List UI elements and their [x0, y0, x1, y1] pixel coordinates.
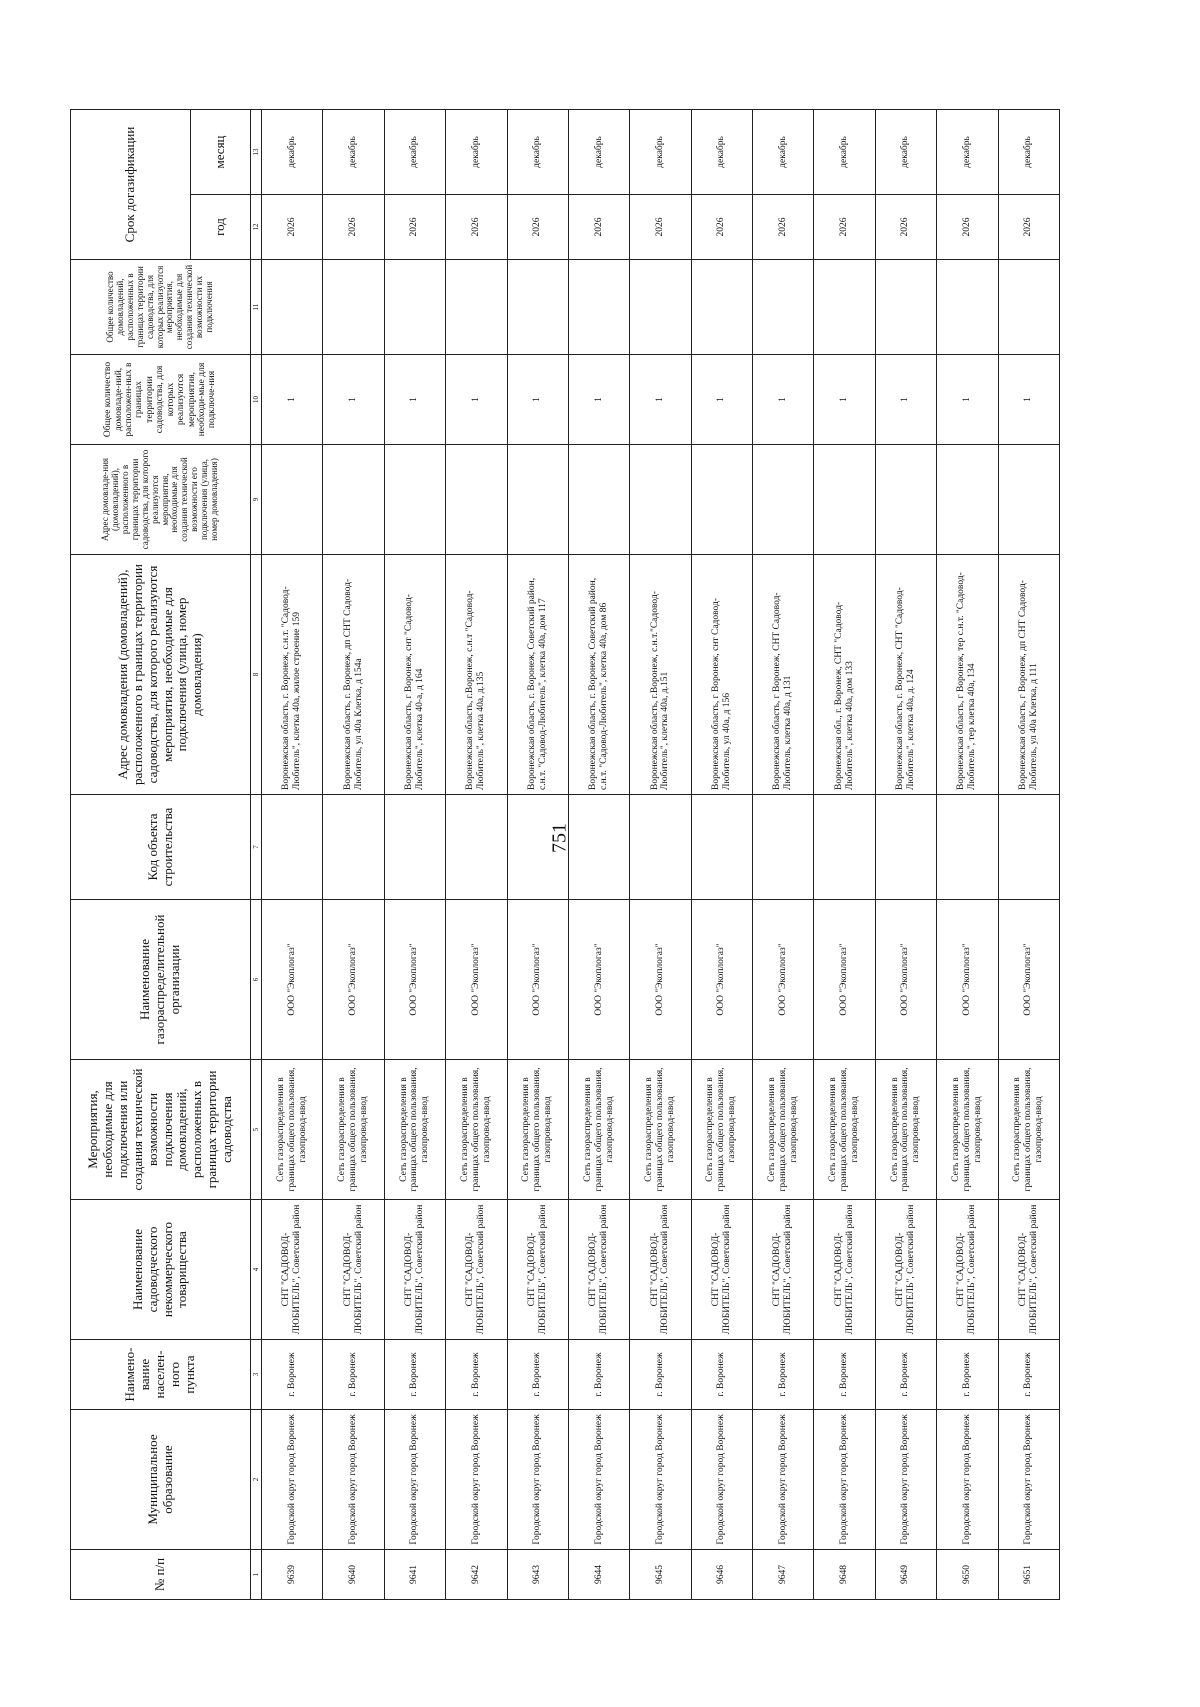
cell-gdo: ООО "Экоплогаз": [568, 900, 629, 1060]
cell-snt: СНТ "САДОВОД-ЛЮБИТЕЛЬ", Советский район: [446, 1200, 507, 1340]
cell-municipality: Городской округ город Воронеж: [323, 1410, 384, 1550]
cell-measures: Сеть газораспределения в границах общего пользования, газопровод-ввод: [507, 1060, 568, 1200]
cell-total-connect: 1: [814, 355, 875, 445]
cell-month: декабрь: [507, 110, 568, 195]
cell-municipality: Городской округ город Воронеж: [753, 1410, 814, 1550]
cell-num: 9649: [875, 1550, 936, 1600]
cell-month: декабрь: [875, 110, 936, 195]
cell-month: декабрь: [446, 110, 507, 195]
header-measures: Мероприятия, необходимые для подключения или создания технической возможности подключения домовладений, расположенных в границах территории садоводства: [71, 1060, 251, 1200]
cell-month: декабрь: [814, 110, 875, 195]
header-locality: Наимено-вание населен-ного пункта: [71, 1340, 251, 1410]
cell-snt: СНТ "САДОВОД-ЛЮБИТЕЛЬ", Советский район: [384, 1200, 445, 1340]
table-row: [323, 110, 384, 1600]
cell-total-tech: [446, 260, 507, 355]
table-row: [875, 110, 936, 1600]
cell-code: [568, 795, 629, 900]
cell-total-connect: 1: [507, 355, 568, 445]
cell-total-connect: 1: [630, 355, 691, 445]
cell-measures: Сеть газораспределения в границах общего пользования, газопровод-ввод: [691, 1060, 752, 1200]
column-number-row: [251, 110, 262, 1600]
cell-snt: СНТ "САДОВОД-ЛЮБИТЕЛЬ", Советский район: [323, 1200, 384, 1340]
cell-month: декабрь: [753, 110, 814, 195]
header-address: Адрес домовладения (домовладений), расположенного в границах территории садоводства, для которого реализуются мероприятия, необходимые для подключения (улица, номер домовладения): [71, 555, 251, 795]
cell-gdo: ООО "Экоплогаз": [507, 900, 568, 1060]
cell-year: 2026: [507, 195, 568, 260]
table-row: [937, 110, 998, 1600]
cell-month: декабрь: [568, 110, 629, 195]
header-object-code: Код объекта строительства: [71, 795, 251, 900]
cell-snt: СНТ "САДОВОД-ЛЮБИТЕЛЬ", Советский район: [814, 1200, 875, 1340]
cell-year: 2026: [323, 195, 384, 260]
column-number: 7: [251, 795, 262, 900]
cell-locality: г. Воронеж: [814, 1340, 875, 1410]
cell-snt: СНТ "САДОВОД-ЛЮБИТЕЛЬ", Советский район: [937, 1200, 998, 1340]
cell-locality: г. Воронеж: [937, 1340, 998, 1410]
cell-total-tech: [568, 260, 629, 355]
cell-snt: СНТ "САДОВОД-ЛЮБИТЕЛЬ", Советский район: [998, 1200, 1060, 1340]
header-deadline: Срок догазификации: [71, 110, 191, 260]
cell-address: Воронежская область, г Воронеж, дп СНТ Садовод-Любитель, ул 40а Клетка, д 111: [998, 555, 1060, 795]
cell-locality: г. Воронеж: [753, 1340, 814, 1410]
cell-num: 9643: [507, 1550, 568, 1600]
cell-locality: г. Воронеж: [323, 1340, 384, 1410]
cell-address-tech: [630, 445, 691, 555]
table-row: [507, 110, 568, 1600]
cell-municipality: Городской округ город Воронеж: [384, 1410, 445, 1550]
cell-measures: Сеть газораспределения в границах общего пользования, газопровод-ввод: [446, 1060, 507, 1200]
cell-month: декабрь: [384, 110, 445, 195]
cell-address-tech: [814, 445, 875, 555]
cell-num: 9648: [814, 1550, 875, 1600]
cell-locality: г. Воронеж: [262, 1340, 323, 1410]
column-number: 10: [251, 355, 262, 445]
cell-gdo: ООО "Экоплогаз": [937, 900, 998, 1060]
table-row: [691, 110, 752, 1600]
cell-measures: Сеть газораспределения в границах общего пользования, газопровод-ввод: [814, 1060, 875, 1200]
cell-municipality: Городской округ город Воронеж: [568, 1410, 629, 1550]
cell-address-tech: [937, 445, 998, 555]
cell-gdo: ООО "Экоплогаз": [998, 900, 1060, 1060]
cell-code: [814, 795, 875, 900]
cell-year: 2026: [630, 195, 691, 260]
cell-month: декабрь: [323, 110, 384, 195]
cell-month: декабрь: [691, 110, 752, 195]
table-row: [446, 110, 507, 1600]
cell-code: [507, 795, 568, 900]
cell-num: 9639: [262, 1550, 323, 1600]
cell-municipality: Городской округ город Воронеж: [262, 1410, 323, 1550]
cell-municipality: Городской округ город Воронеж: [630, 1410, 691, 1550]
cell-total-connect: 1: [323, 355, 384, 445]
cell-num: 9650: [937, 1550, 998, 1600]
cell-total-tech: [507, 260, 568, 355]
cell-year: 2026: [998, 195, 1060, 260]
header-municipality: Муниципальное образование: [71, 1410, 251, 1550]
cell-gdo: ООО "Экоплогаз": [875, 900, 936, 1060]
cell-total-connect: 1: [937, 355, 998, 445]
cell-snt: СНТ "САДОВОД-ЛЮБИТЕЛЬ", Советский район: [507, 1200, 568, 1340]
cell-municipality: Городской округ город Воронеж: [814, 1410, 875, 1550]
cell-snt: СНТ "САДОВОД-ЛЮБИТЕЛЬ", Советский район: [630, 1200, 691, 1340]
cell-address: Воронежская область, г.Воронеж, с.н.т."Садовод-Любитель", клетка 40а, д.151: [630, 555, 691, 795]
cell-address-tech: [998, 445, 1060, 555]
cell-municipality: Городской округ город Воронеж: [446, 1410, 507, 1550]
cell-locality: г. Воронеж: [507, 1340, 568, 1410]
cell-year: 2026: [446, 195, 507, 260]
cell-total-connect: 1: [446, 355, 507, 445]
header-total-connect: Общее количество домовладе-ний, расположен-ных в границах территории садоводства, для которых реализуются мероприятия, необходи-мые для подключе-ния: [71, 355, 251, 445]
cell-municipality: Городской округ город Воронеж: [507, 1410, 568, 1550]
cell-locality: г. Воронеж: [998, 1340, 1060, 1410]
table-body: [262, 110, 1060, 1600]
cell-gdo: ООО "Экоплогаз": [630, 900, 691, 1060]
cell-address: Воронежская область, г Воронеж, снт Садовод-Любитель, ул 40а, д 156: [691, 555, 752, 795]
column-number: 6: [251, 900, 262, 1060]
cell-gdo: ООО "Экоплогаз": [691, 900, 752, 1060]
cell-year: 2026: [691, 195, 752, 260]
cell-address: Воронежская область, г. Воронеж, с.н.т. "Садовод-Любитель", клетка 40а, жилое строение 159: [262, 555, 323, 795]
cell-address: Воронежская область, г Воронеж, снт "Садовод-Любитель", клетка 40-а, д 164: [384, 555, 445, 795]
cell-locality: г. Воронеж: [568, 1340, 629, 1410]
cell-snt: СНТ "САДОВОД-ЛЮБИТЕЛЬ", Советский район: [875, 1200, 936, 1340]
header-total-tech: Общее количество домовладений, расположенных в границах территории садоводства, для которых реализуются мероприятия, необходимые для создания технической возможности их подключения: [71, 260, 251, 355]
cell-total-connect: 1: [691, 355, 752, 445]
cell-gdo: ООО "Экоплогаз": [262, 900, 323, 1060]
cell-num: 9647: [753, 1550, 814, 1600]
cell-total-connect: 1: [875, 355, 936, 445]
cell-month: декабрь: [998, 110, 1060, 195]
column-number: 12: [251, 195, 262, 260]
cell-measures: Сеть газораспределения в границах общего пользования, газопровод-ввод: [323, 1060, 384, 1200]
rotated-table-container: [70, 110, 1060, 1600]
column-number: 1: [251, 1550, 262, 1600]
cell-locality: г. Воронеж: [446, 1340, 507, 1410]
cell-address: Воронежская область, г. Воронеж, Советский район, с.н.т. "Садовод-Любитель", клетка 40а, дом 117: [507, 555, 568, 795]
cell-measures: Сеть газораспределения в границах общего пользования, газопровод-ввод: [998, 1060, 1060, 1200]
column-number: 8: [251, 555, 262, 795]
cell-total-connect: 1: [998, 355, 1060, 445]
cell-address: Воронежская область, г. Воронеж, дп СНТ Садовод-Любитель, ул 40а Клетка, д 154а: [323, 555, 384, 795]
cell-code: [998, 795, 1060, 900]
cell-num: 9641: [384, 1550, 445, 1600]
cell-snt: СНТ "САДОВОД-ЛЮБИТЕЛЬ", Советский район: [568, 1200, 629, 1340]
column-number: 11: [251, 260, 262, 355]
cell-municipality: Городской округ город Воронеж: [998, 1410, 1060, 1550]
cell-total-connect: 1: [753, 355, 814, 445]
cell-locality: г. Воронеж: [875, 1340, 936, 1410]
cell-year: 2026: [753, 195, 814, 260]
cell-address: Воронежская область, г Воронеж, тер с.н.т. "Садовод-Любитель", тер клетка 40а, 134: [937, 555, 998, 795]
cell-year: 2026: [262, 195, 323, 260]
header-snt-name: Наименование садоводческого некоммерческого товарищества: [71, 1200, 251, 1340]
cell-measures: Сеть газораспределения в границах общего пользования, газопровод-ввод: [262, 1060, 323, 1200]
header-month: месяц: [191, 110, 251, 195]
cell-num: 9645: [630, 1550, 691, 1600]
cell-total-tech: [875, 260, 936, 355]
cell-locality: г. Воронеж: [384, 1340, 445, 1410]
cell-address: Воронежская область, г Воронеж, СНТ Садовод-Любитель, клетка 40а, д 131: [753, 555, 814, 795]
cell-total-connect: 1: [262, 355, 323, 445]
cell-total-tech: [384, 260, 445, 355]
cell-total-tech: [630, 260, 691, 355]
cell-code: [630, 795, 691, 900]
cell-year: 2026: [384, 195, 445, 260]
cell-year: 2026: [814, 195, 875, 260]
cell-measures: Сеть газораспределения в границах общего пользования, газопровод-ввод: [753, 1060, 814, 1200]
table-row: [384, 110, 445, 1600]
cell-address-tech: [446, 445, 507, 555]
cell-code: [875, 795, 936, 900]
cell-total-tech: [937, 260, 998, 355]
header-row: [71, 110, 191, 1600]
cell-code: [446, 795, 507, 900]
cell-code: [691, 795, 752, 900]
cell-total-tech: [998, 260, 1060, 355]
cell-address-tech: [568, 445, 629, 555]
cell-address: Воронежская область, г.Воронеж, с.н.т "Садовод-Любитель", клетка 40а, д.135: [446, 555, 507, 795]
cell-num: 9644: [568, 1550, 629, 1600]
header-year: год: [191, 195, 251, 260]
cell-snt: СНТ "САДОВОД-ЛЮБИТЕЛЬ", Советский район: [262, 1200, 323, 1340]
cell-month: декабрь: [937, 110, 998, 195]
cell-total-tech: [814, 260, 875, 355]
cell-address-tech: [262, 445, 323, 555]
cell-total-tech: [691, 260, 752, 355]
page-number: 751: [548, 823, 571, 853]
cell-gdo: ООО "Экоплогаз": [323, 900, 384, 1060]
cell-address-tech: [875, 445, 936, 555]
table-row: [630, 110, 691, 1600]
table-row: [753, 110, 814, 1600]
cell-total-connect: 1: [568, 355, 629, 445]
cell-address-tech: [323, 445, 384, 555]
cell-num: 9640: [323, 1550, 384, 1600]
cell-locality: г. Воронеж: [691, 1340, 752, 1410]
column-number: 13: [251, 110, 262, 195]
cell-measures: Сеть газораспределения в границах общего пользования, газопровод-ввод: [630, 1060, 691, 1200]
cell-address: Воронежская область, г. Воронеж, СНТ "Садовод-Любитель", клетка 40а, д. 124: [875, 555, 936, 795]
cell-snt: СНТ "САДОВОД-ЛЮБИТЕЛЬ", Советский район: [753, 1200, 814, 1340]
gasification-table: [70, 109, 1060, 1600]
cell-snt: СНТ "САДОВОД-ЛЮБИТЕЛЬ", Советский район: [691, 1200, 752, 1340]
cell-address-tech: [691, 445, 752, 555]
cell-num: 9646: [691, 1550, 752, 1600]
cell-code: [262, 795, 323, 900]
cell-address: Воронежская обл., г. Воронеж, СНТ "Садовод-Любитель", клетка 40а, дом 133: [814, 555, 875, 795]
cell-month: декабрь: [262, 110, 323, 195]
cell-address: Воронежская область, г. Воронеж, Советский район, с.н.т. "Садовод-Любитель", клетка 40а, дом 86: [568, 555, 629, 795]
cell-municipality: Городской округ город Воронеж: [937, 1410, 998, 1550]
cell-measures: Сеть газораспределения в границах общего пользования, газопровод-ввод: [875, 1060, 936, 1200]
header-address-tech: Адрес домовладе-ния (домовладений), расположенного в границах территории садоводства, для которого реализуются мероприятия, необходимые для создания технической возможности его подключения (улица, номер домовладения): [71, 445, 251, 555]
cell-measures: Сеть газораспределения в границах общего пользования, газопровод-ввод: [384, 1060, 445, 1200]
column-number: 5: [251, 1060, 262, 1200]
column-number: 3: [251, 1340, 262, 1410]
cell-address-tech: [753, 445, 814, 555]
cell-year: 2026: [875, 195, 936, 260]
table-row: [998, 110, 1060, 1600]
cell-year: 2026: [568, 195, 629, 260]
cell-locality: г. Воронеж: [630, 1340, 691, 1410]
cell-num: 9642: [446, 1550, 507, 1600]
cell-gdo: ООО "Экоплогаз": [753, 900, 814, 1060]
cell-num: 9651: [998, 1550, 1060, 1600]
table-row: [262, 110, 323, 1600]
cell-total-tech: [323, 260, 384, 355]
column-number: 9: [251, 445, 262, 555]
cell-total-tech: [262, 260, 323, 355]
cell-total-connect: 1: [384, 355, 445, 445]
header-num: № п/п: [71, 1550, 251, 1600]
cell-year: 2026: [937, 195, 998, 260]
cell-code: [753, 795, 814, 900]
column-number: 4: [251, 1200, 262, 1340]
cell-month: декабрь: [630, 110, 691, 195]
cell-measures: Сеть газораспределения в границах общего пользования, газопровод-ввод: [937, 1060, 998, 1200]
cell-address-tech: [384, 445, 445, 555]
cell-measures: Сеть газораспределения в границах общего пользования, газопровод-ввод: [568, 1060, 629, 1200]
cell-gdo: ООО "Экоплогаз": [384, 900, 445, 1060]
cell-code: [937, 795, 998, 900]
cell-total-tech: [753, 260, 814, 355]
cell-address-tech: [507, 445, 568, 555]
cell-code: [384, 795, 445, 900]
header-gdo-name: Наименование газораспределительной организации: [71, 900, 251, 1060]
cell-code: [323, 795, 384, 900]
table-row: [568, 110, 629, 1600]
column-number: 2: [251, 1410, 262, 1550]
cell-gdo: ООО "Экоплогаз": [446, 900, 507, 1060]
table-row: [814, 110, 875, 1600]
cell-gdo: ООО "Экоплогаз": [814, 900, 875, 1060]
cell-municipality: Городской округ город Воронеж: [875, 1410, 936, 1550]
cell-municipality: Городской округ город Воронеж: [691, 1410, 752, 1550]
